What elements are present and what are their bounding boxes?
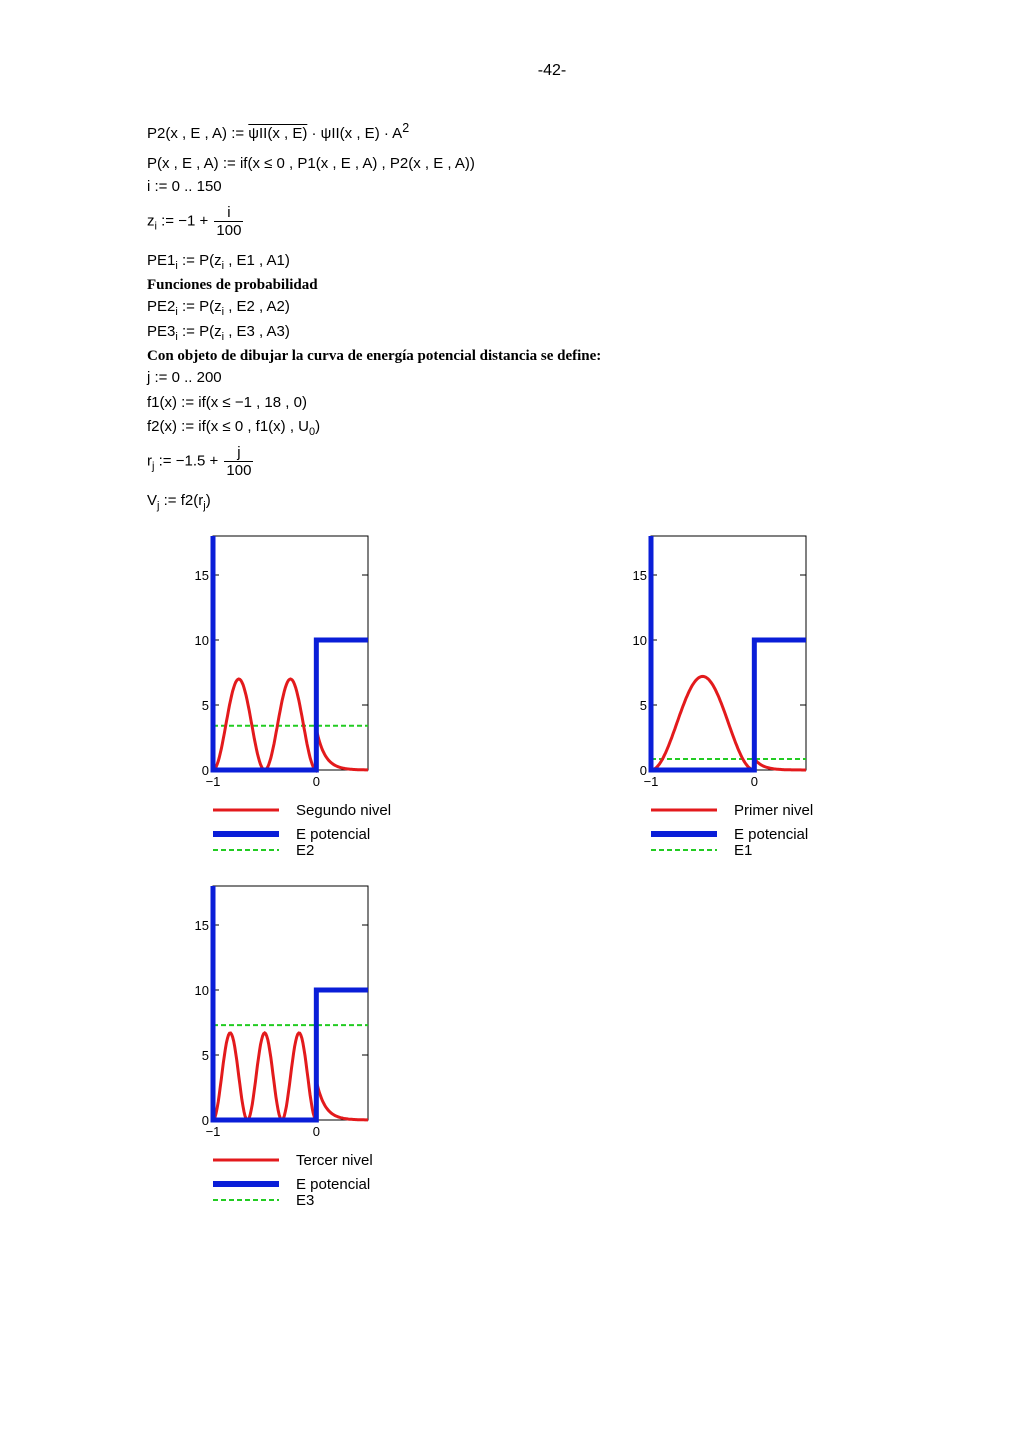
plot-primer-nivel (618, 530, 878, 860)
x-tick-label: −1 (205, 774, 221, 789)
page-number: -42- (537, 62, 567, 79)
probability-curve (651, 676, 806, 770)
plot-frame (213, 536, 368, 770)
equation-pe3: $PE3_i$ := $P(z_i$ , E3 , A3) (147, 323, 290, 343)
y-tick-label: 0 (201, 1113, 209, 1128)
probability-curve (213, 1033, 368, 1120)
y-tick-label: 15 (194, 568, 209, 583)
legend-label: E3 (296, 1192, 315, 1209)
equation-z: $z_i$ := −1 + $\frac{i}{100}$ (147, 204, 242, 239)
equation-pe2: $PE2_i$ := $P(z_i$ , E2 , A2) (147, 298, 290, 318)
y-tick-label: 5 (201, 698, 209, 713)
y-tick-label: 10 (632, 633, 647, 648)
potential-curve (213, 536, 368, 770)
legend-label: E2 (296, 842, 315, 859)
equation-v: $V_j$ := $f2(r_j)$ (147, 492, 211, 512)
x-tick-label: 0 (312, 1124, 320, 1139)
equation-i-range: i := 0 .. 150 (147, 178, 222, 195)
y-tick-label: 15 (194, 918, 209, 933)
x-tick-label: 0 (750, 774, 758, 789)
equation-p: P(x , E , A) := if(x ≤ 0 , P1(x , E , A) , P2(x , E , A)) (147, 155, 475, 172)
legend-label: Segundo nivel (296, 802, 392, 819)
equation-r: $r_j$ := −1.5 + $\frac{j}{100}$ (147, 444, 252, 479)
y-tick-label: 0 (201, 763, 209, 778)
plot-tercer-nivel (180, 880, 440, 1210)
legend-label: E potencial (296, 1176, 371, 1193)
x-tick-label: −1 (643, 774, 659, 789)
probability-curve (213, 679, 368, 770)
legend-label: E potencial (296, 826, 371, 843)
y-tick-label: 10 (194, 633, 209, 648)
heading-objeto: Con objeto de dibujar la curva de energía potencial distancia se define: (147, 348, 602, 364)
heading-funciones: Funciones de probabilidad (147, 277, 318, 293)
y-tick-label: 5 (639, 698, 647, 713)
y-tick-label: 5 (201, 1048, 209, 1063)
equation-f1: f1(x) := if(x ≤ −1 , 18 , 0) (147, 394, 307, 411)
y-tick-label: 0 (639, 763, 647, 778)
x-tick-label: −1 (205, 1124, 221, 1139)
equation-pe1: $PE1_i$ := $P(z_i$ , E1 , A1) (147, 252, 290, 272)
legend-label: Primer nivel (734, 802, 814, 819)
plot-segundo-nivel (180, 530, 440, 860)
x-tick-label: 0 (312, 774, 320, 789)
y-tick-label: 15 (632, 568, 647, 583)
equation-p2: P2(x , E , A) := ψII(x , E) · ψII(x , $E) \cdot A^2$ (147, 121, 410, 142)
legend-label: E1 (734, 842, 753, 859)
y-tick-label: 10 (194, 983, 209, 998)
legend-label: E potencial (734, 826, 809, 843)
equation-f2: f2(x) := if(x ≤ 0 , f1(x) , $U_0$) (147, 418, 321, 438)
legend-label: Tercer nivel (296, 1152, 373, 1169)
equation-j-range: j := 0 .. 200 (147, 369, 222, 386)
